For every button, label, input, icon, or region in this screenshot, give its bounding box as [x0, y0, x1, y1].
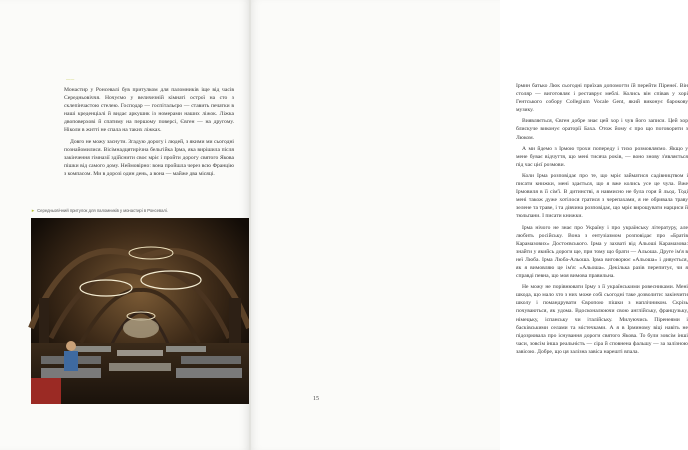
section-mark: —— [66, 76, 75, 81]
right-paragraph-4: Коли Ірма розповідає про те, що мріє займатися садівництвом і писати книжки, мені здається, що я вже колись усе це чула. Вже Ірмовиля в її сім'ї. В дитинстві, я навмисно не була горя й льод. Тоді мені також дуже хотілося гратися з черепахами, я не обривала траву зелене та траве, і та дівчина розповідає, що мріє вирощувати нарциси й тюльпани. І писати книжки. [516, 172, 688, 220]
right-paragraph-5: Ірма нічого не знає про Україну і про українську літературу, але любить російську. Вона з ентузіазмом розповідає про «Братів Карамазових» Достоєвського. Ірма у захваті від Альоші Карамазова: знайти у якийсь дороги ще, при тому що брати — Альоша. Друге ім'я в неї Люба. Ірма Люба-Альоша. Ірма виговорює «Альоша» і дивується, як я вимовляю це ім'я: «Альоша». Декілька разів перепитує, чи я справді певна, що моя вимова правильна. [516, 224, 688, 280]
right-paragraph-6: Не можу не порівнювати Ірму з її українськими ровесниками. Мені шкода, що мало хто з них може собі сьогодні таке дозволити: закінчити школу і помандрувати Європою пішки з наплічником. Скрізь почуваються, як удома. Вдосконалюючи свою англійську, французьку, німецьку, іспанську чи італійську. Милуючись Піренеями і басківськими селами та містечками. А я в Ірминому віці навіть не підозрювала про існування дороги святого Якова. То були зовсім інші часи, зовсім інша реальність — сіра й сповнена фальшу — за залізною завісою. Добре, що ця залізна завіса нарешті впала. [516, 284, 688, 355]
left-paragraph-1: Монастир у Ронсевалі був притулком для паломників іще від часів Середньовіччя. Ночуємо у величезній кімнаті острої на сто з склепінчастою стелею. Господар — госпітальєро — ставить печатки в наші креденціалі й видає аркушик із номерами наших ліжок. Ліжка двоповерхові й спатиму на першому поверсі, Євген — на другому. Ніколи в житті не спала на таких ліжках. [64, 87, 234, 134]
caption-text: Середньовічний притулок для паломників у монастирі в Ронсевалі. [37, 208, 168, 213]
page-number: 15 [313, 396, 319, 402]
right-paragraph-2: Виявляється, Євген добре знає цей хор і чув його записи. Цей хор блискуче виконує ораторії Баха. Отож йому є про що поговорити з Люком. [516, 118, 688, 141]
left-paragraph-2: Довго не можу заснути. Згадую дорогу і людей, з якими ми сьогодні познайомилися. Вісімнадцятирічна бельгійка Ірма, яка вирішила після закінчення гімназії здійснити своє мріє і пройти дорогу святого Якова пішки від самого дому. Неймовірно: вона пройшла через всю Францію з компасом. Ми в дорозі один день, а вона — майже два місяці. [64, 138, 234, 177]
left-page-body [64, 86, 234, 181]
caption-arrow-icon: ► [31, 208, 36, 213]
monastery-dormitory-photo [31, 218, 249, 404]
photo-illustration [31, 218, 249, 404]
right-paragraph-3: А ми йдемо з Ірмою трохи попереду і тихо розмовляємо. Якщо у мене буває відчуття, що мені тисяча років, — воно знову з'являється під час цієї розмови. [516, 145, 688, 168]
photo-caption [31, 208, 241, 214]
right-paragraph-1: Ірмин батько Люк сьогодні приїхав допомогти їй перейти Піренеї. Він столяр — виготовляє і реставрує меблі. Колись він співав у хорі Гентського собору Collegium Vocale Gent, який виконує барокову музику. [516, 83, 688, 114]
right-page-body [516, 82, 688, 359]
right-page [251, 0, 688, 450]
left-page [0, 0, 249, 450]
